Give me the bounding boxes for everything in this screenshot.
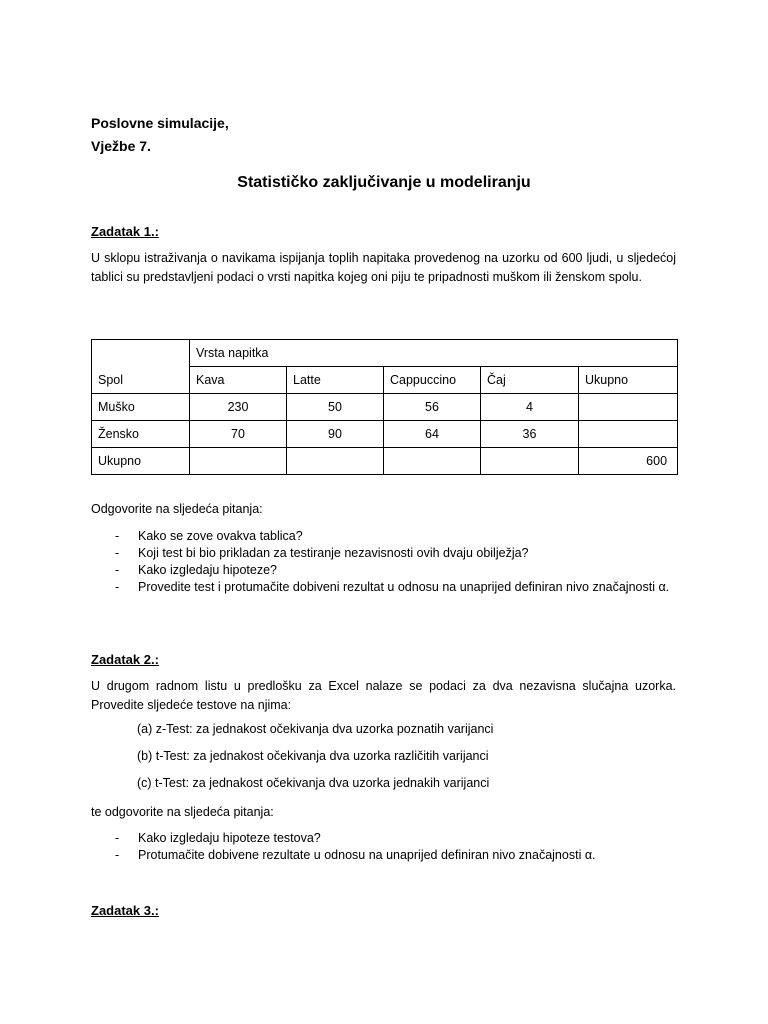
list-item: - Protumačite dobivene rezultate u odnosu na unaprijed definiran nivo značajnosti α. — [91, 847, 676, 864]
task1-heading: Zadatak 1.: — [91, 224, 159, 239]
table-cell: 56 — [384, 394, 481, 421]
list-item: - Kako izgledaju hipoteze testova? — [91, 830, 676, 847]
table-cell — [287, 448, 384, 475]
table-column-header: Kava — [190, 367, 287, 394]
table-cell: 230 — [190, 394, 287, 421]
list-item: - Koji test bi bio prikladan za testiranje nezavisnosti ovih dvaju obilježja? — [91, 545, 676, 562]
task2-intro: U drugom radnom listu u predlošku za Excel nalaze se podaci za dva nezavisna slučajna uzorka. Provedite sljedeće testove na njima: — [91, 679, 676, 712]
task2-question-list — [91, 830, 676, 864]
table-cell: 70 — [190, 421, 287, 448]
table-cell: 64 — [384, 421, 481, 448]
task3-heading: Zadatak 3.: — [91, 903, 159, 918]
table-cell: 4 — [481, 394, 579, 421]
table-row-label: Muško — [92, 394, 190, 421]
document-title: Statističko zaključivanje u modeliranju — [237, 174, 531, 191]
table-row — [92, 394, 678, 421]
task2-heading: Zadatak 2.: — [91, 652, 159, 667]
task1-questions-intro: Odgovorite na sljedeća pitanja: — [91, 502, 263, 516]
contingency-table — [91, 339, 678, 475]
list-item: - Kako izgledaju hipoteze? — [91, 562, 676, 579]
exercise-number: Vježbe 7. — [91, 138, 151, 154]
table-cell — [481, 448, 579, 475]
table-cell — [190, 448, 287, 475]
table-cell: 600 — [579, 448, 678, 475]
table-cell — [384, 448, 481, 475]
table-cell — [579, 394, 678, 421]
test-item: (a) z-Test: za jednakost očekivanja dva uzorka poznatih varijanci — [137, 722, 494, 736]
table-column-header: Ukupno — [579, 367, 678, 394]
list-item: - Provedite test i protumačite dobiveni rezultat u odnosu na unaprijed definiran nivo značajnosti α. — [91, 579, 676, 596]
table-column-header: Cappuccino — [384, 367, 481, 394]
table-group-header: Vrsta napitka — [190, 340, 678, 367]
test-item: (c) t-Test: za jednakost očekivanja dva uzorka jednakih varijanci — [137, 776, 490, 790]
task1-question-list — [91, 528, 676, 596]
task1-intro: U sklopu istraživanja o navikama ispijanja toplih napitaka provedenog na uzorku od 600 ljudi, u sljedećoj tablici su predstavljeni podaci o vrsti napitka kojeg oni piju te pripadnosti muškom ili ženskom spolu. — [91, 251, 676, 284]
table-row — [92, 421, 678, 448]
table-cell: 36 — [481, 421, 579, 448]
course-name: Poslovne simulacije, — [91, 115, 229, 131]
table-row-label: Ukupno — [92, 448, 190, 475]
table-row-header: Spol — [92, 340, 190, 394]
test-item: (b) t-Test: za jednakost očekivanja dva uzorka različitih varijanci — [137, 749, 489, 763]
table-cell: 90 — [287, 421, 384, 448]
table-column-header: Čaj — [481, 367, 579, 394]
table-row-label: Žensko — [92, 421, 190, 448]
task2-questions-intro: te odgovorite na sljedeća pitanja: — [91, 805, 274, 819]
list-item: - Kako se zove ovakva tablica? — [91, 528, 676, 545]
table-cell: 50 — [287, 394, 384, 421]
table-row — [92, 448, 678, 475]
table-column-header: Latte — [287, 367, 384, 394]
table-cell — [579, 421, 678, 448]
table-header-row-1 — [92, 340, 678, 367]
